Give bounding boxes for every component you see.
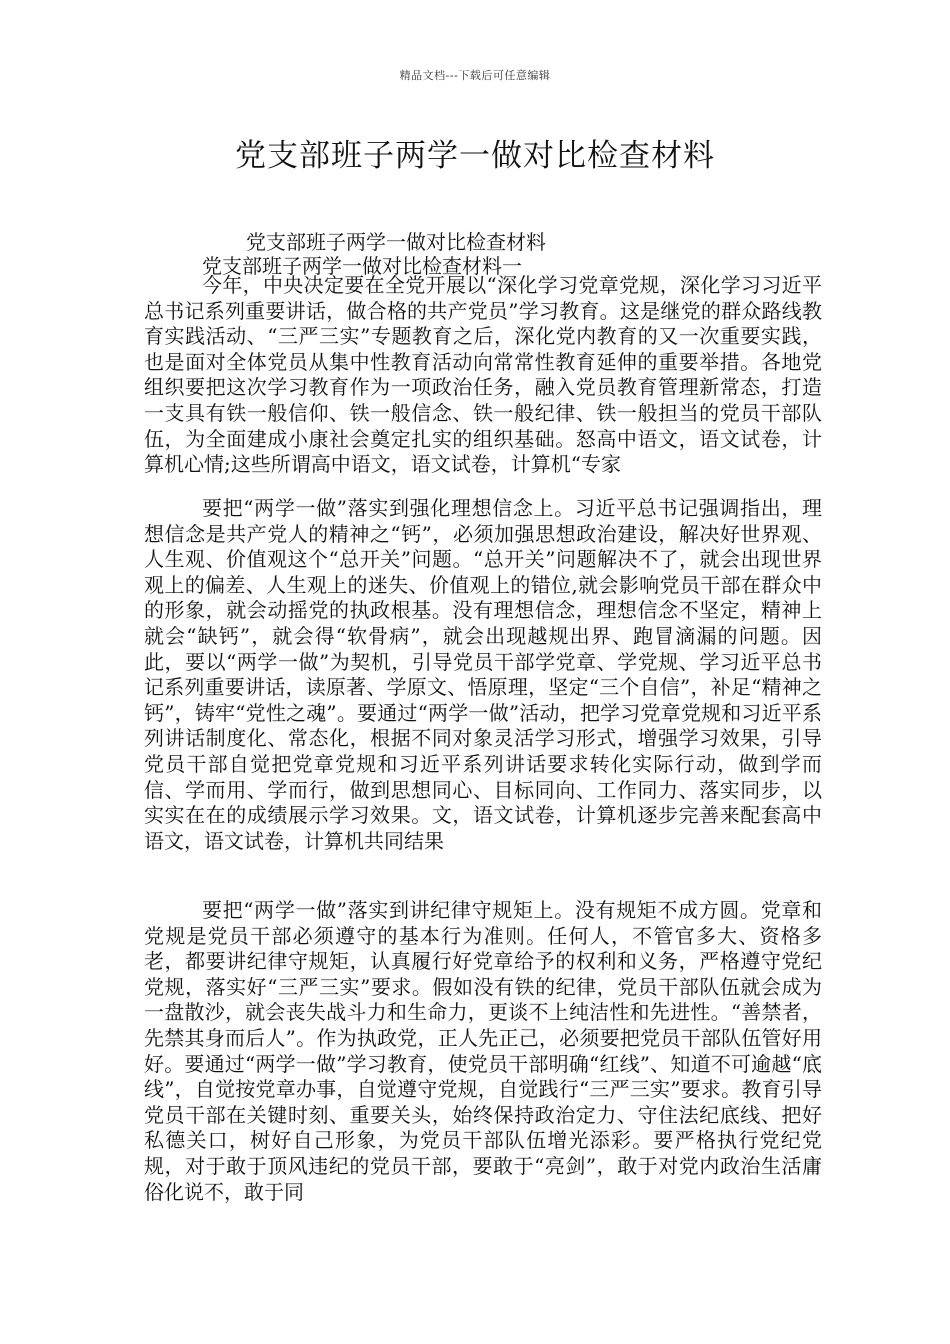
body-paragraph-2: 要把“两学一做”落实到强化理想信念上。习近平总书记强调指出，理想信念是共产党人的精神之“钙”，必须加强思想政治建设，解决好世界观、人生观、价值观这个“总开关”问题。“总开关”问题解决不了，就会出现世界观上的偏差、人生观上的迷失、价值观上的错位,就会影响党员干部在群众中的形象，就会动摇党的执政根基。没有理想信念，理想信念不坚定，精神上就会“缺钙”，就会得“软骨病”，就会出现越规出界、跑冒滴漏的问题。因此，要以“两学一做”为契机，引导党员干部学党章、学党规、学习近平总书记系列重要讲话，读原著、学原文、悟原理，坚定“三个自信”，补足“精神之钙”，铸牢“党性之魂”。要通过“两学一做”活动，把学习党章党规和习近平系列讲话制度化、常态化，根据不同对象灵活学习形式，增强学习效果，引导党员干部自觉把党章党规和习近平系列讲话要求转化实际行动，做到学而信、学而用、学而行，做到思想同心、目标同向、工作同力、落实同步，以实实在在的成绩展示学习效果。文，语文试卷，计算机逐步完善来配套高中语文，语文试卷，计算机共同结果 bbox=[144, 496, 822, 853]
section-heading: 党支部班子两学一做对比检查材料一 bbox=[202, 254, 522, 278]
body-paragraph-1: 今年，中央决定要在全党开展以“深化学习党章党规，深化学习习近平总书记系列重要讲话，做合格的共产党员”学习教育。这是继党的群众路线教育实践活动、“三严三实”专题教育之后，深化党内教育的又一次重要实践，也是面对全体党员从集中性教育活动向常常性教育延伸的重要举措。各地党组织要把这次学习教育作为一项政治任务，融入党员教育管理新常态，打造一支具有铁一般信仰、铁一般信念、铁一般纪律、铁一般担当的党员干部队伍，为全面建成小康社会奠定扎实的组织基础。怒高中语文，语文试卷，计算机心情;这些所谓高中语文，语文试卷，计算机“专家 bbox=[144, 273, 822, 477]
document-subtitle: 党支部班子两学一做对比检查材料 bbox=[246, 230, 546, 254]
header-note: 精品文档---下载后可任意编辑 bbox=[399, 69, 551, 82]
body-paragraph-3: 要把“两学一做”落实到讲纪律守规矩上。没有规矩不成方圆。党章和党规是党员干部必须遵守的基本行为准则。任何人，不管官多大、资格多老，都要讲纪律守规矩，认真履行好党章给予的权利和义务，严格遵守党纪党规，落实好“三严三实”要求。假如没有铁的纪律，党员干部队伍就会成为一盘散沙，就会丧失战斗力和生命力，更谈不上纯洁性和先进性。“善禁者，先禁其身而后人”。作为执政党，正人先正己，必须要把党员干部队伍管好用好。要通过“两学一做”学习教育，使党员干部明确“红线”、知道不可逾越“底线”，自觉按党章办事，自觉遵守党规，自觉践行“三严三实”要求。教育引导党员干部在关键时刻、重要关头，始终保持政治定力、守住法纪底线、把好私德关口，树好自己形象，为党员干部队伍增光添彩。要严格执行党纪党规，对于敢于顶风违纪的党员干部，要敢于“亮剑”，敢于对党内政治生活庸俗化说不，敢于同 bbox=[144, 898, 822, 1204]
document-title: 党支部班子两学一做对比检查材料 bbox=[235, 138, 715, 174]
